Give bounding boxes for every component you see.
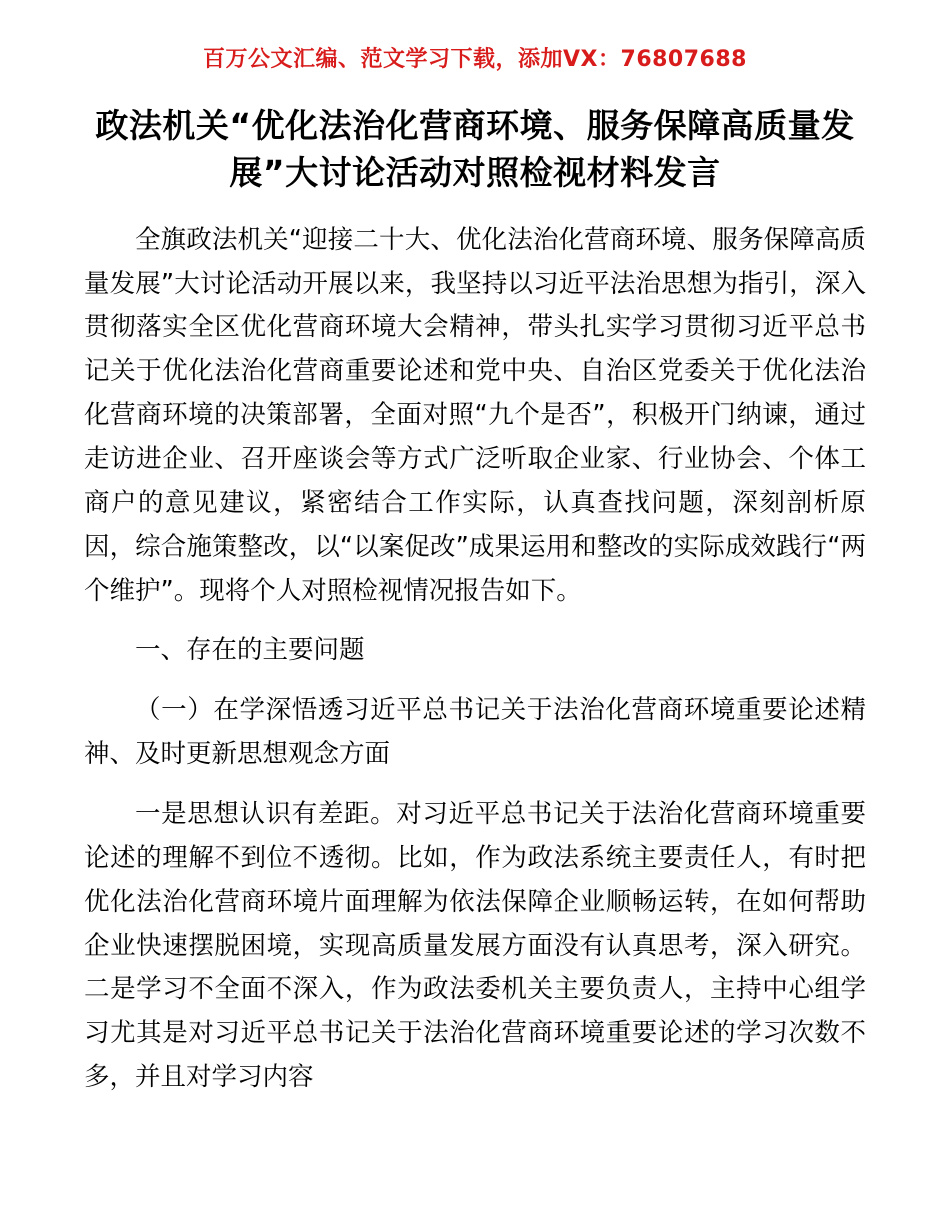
document-body (84, 219, 866, 1100)
section-heading-one: 一、存在的主要问题 (135, 635, 365, 666)
subsection-heading-one: （一）在学深悟透习近平总书记关于法治化营商环境重要论述精神、及时更新思想观念方面 (84, 695, 866, 770)
watermark-banner: 百万公文汇编、范文学习下载，添加VX：76807688 (203, 47, 747, 72)
paragraph-intro: 全旗政法机关“迎接二十大、优化法治化营商环境、服务保障高质量发展”大讨论活动开展以来，我坚持以习近平法治思想为指引，深入贯彻落实全区优化营商环境大会精神，带头扎实学习贯彻习近平总书记关于优化法治化营商重要论述和党中央、自治区党委关于优化法治化营商环境的决策部署，全面对照“九个是否”，积极开门纳谏，通过走访进企业、召开座谈会等方式广泛听取企业家、行业协会、个体工商户的意见建议，紧密结合工作实际，认真查找问题，深刻剖析原因，综合施策整改，以“以案促改”成果运用和整改的实际成效践行“两个维护”。现将个人对照检视情况报告如下。 (84, 224, 866, 606)
paragraph-body-one: 一是思想认识有差距。对习近平总书记关于法治化营商环境重要论述的理解不到位不透彻。比如，作为政法系统主要责任人，有时把优化法治化营商环境片面理解为依法保障企业顺畅运转，在如何帮助企业快速摆脱困境，实现高质量发展方面没有认真思考，深入研究。二是学习不全面不深入，作为政法委机关主要负责人，主持中心组学习尤其是对习近平总书记关于法治化营商环境重要论述的学习次数不多，并且对学习内容 (84, 799, 866, 1093)
page-title: 政法机关“优化法治化营商环境、服务保障高质量发展”大讨论活动对照检视材料发言 (95, 106, 855, 192)
